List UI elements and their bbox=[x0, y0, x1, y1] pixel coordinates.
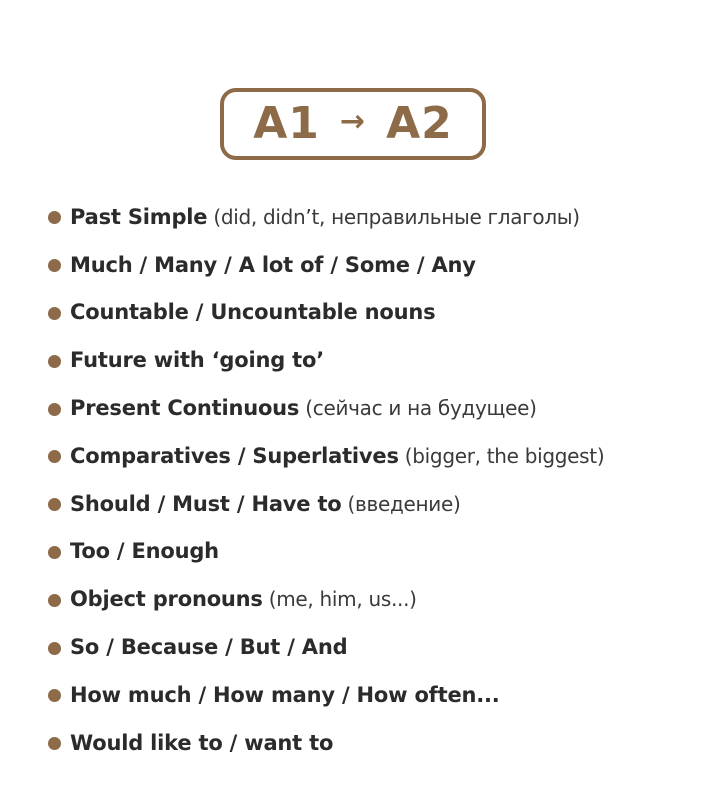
topic-note: (me, him, us...) bbox=[268, 587, 417, 612]
bullet-icon bbox=[48, 450, 61, 463]
list-item bbox=[48, 671, 698, 719]
topic-title: Would like to / want to bbox=[70, 730, 334, 755]
topic-title: Present Continuous bbox=[70, 396, 300, 421]
topic-title: Object pronouns bbox=[70, 587, 263, 612]
topic-note: (bigger, the biggest) bbox=[404, 443, 605, 468]
bullet-icon bbox=[48, 498, 61, 511]
topic-note: (сейчас и на будущее) bbox=[305, 396, 537, 421]
topic-title: How much / How many / How often... bbox=[70, 682, 500, 707]
bullet-icon bbox=[48, 737, 61, 750]
list-item bbox=[48, 623, 698, 671]
topic-title: Much / Many / A lot of / Some / Any bbox=[70, 252, 476, 277]
topic-title: Past Simple bbox=[70, 204, 208, 229]
right-arrow-icon: → bbox=[339, 104, 367, 139]
topic-note: (введение) bbox=[347, 491, 461, 516]
list-item bbox=[48, 384, 698, 432]
level-to: A2 bbox=[386, 98, 453, 149]
list-item bbox=[48, 575, 698, 623]
bullet-icon bbox=[48, 689, 61, 702]
level-from: A1 bbox=[253, 98, 320, 149]
topic-title: Countable / Uncountable nouns bbox=[70, 300, 436, 325]
level-title-badge bbox=[220, 88, 486, 160]
list-item bbox=[48, 336, 698, 384]
list-item bbox=[48, 289, 698, 337]
list-item bbox=[48, 432, 698, 480]
bullet-icon bbox=[48, 594, 61, 607]
bullet-icon bbox=[48, 355, 61, 368]
list-item bbox=[48, 241, 698, 289]
bullet-icon bbox=[48, 403, 61, 416]
topic-title: Should / Must / Have to bbox=[70, 491, 342, 516]
topic-note: (did, didn’t, неправильные глаголы) bbox=[213, 204, 580, 229]
bullet-icon bbox=[48, 211, 61, 224]
list-item bbox=[48, 193, 698, 241]
list-item bbox=[48, 719, 698, 767]
list-item bbox=[48, 528, 698, 576]
grammar-topic-list bbox=[48, 193, 698, 767]
topic-title: Future with ‘going to’ bbox=[70, 348, 325, 373]
bullet-icon bbox=[48, 546, 61, 559]
topic-title: So / Because / But / And bbox=[70, 635, 348, 660]
bullet-icon bbox=[48, 307, 61, 320]
bullet-icon bbox=[48, 642, 61, 655]
bullet-icon bbox=[48, 259, 61, 272]
topic-title: Too / Enough bbox=[70, 539, 219, 564]
topic-title: Comparatives / Superlatives bbox=[70, 443, 399, 468]
list-item bbox=[48, 480, 698, 528]
